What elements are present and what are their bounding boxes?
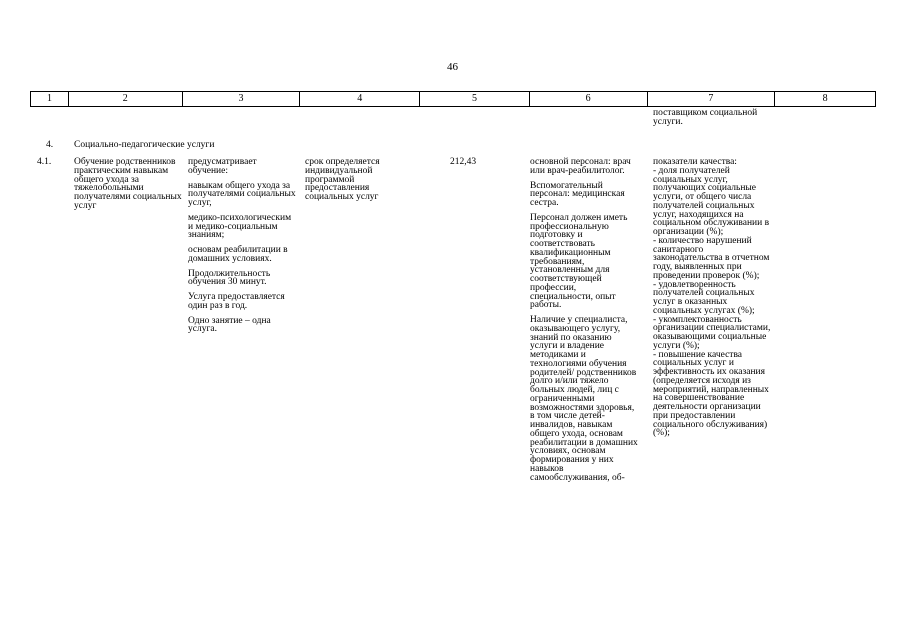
service-term: срок определяется индивидуальной программой предоставления социальных услуг <box>305 157 380 202</box>
description-paragraph: основам реабилитации в домашних условиях. <box>188 245 288 264</box>
service-description <box>188 158 296 340</box>
description-paragraph: медико-психологическим и медико-социальным знаниям; <box>188 212 292 241</box>
description-paragraph: Услуга предоставляется один раз в год. <box>188 292 285 311</box>
conditions-paragraph: основной персонал: врач или врач-реабилитолог. <box>530 157 631 176</box>
conditions-paragraph: Вспомогательный персонал: медицинская сестра. <box>530 180 625 208</box>
section-title: Социально-педагогические услуги <box>74 140 215 150</box>
conditions-paragraph: Наличие у специалиста, оказывающего услугу, знаний по оказанию услуги и владение методиками и технологиями обучения родителей/ родственников долго и/или тяжело больных людей, лиц с ограниченными возможностями здоровья, в том числе детей-инвалидов, навыкам общего ухода, основам реабилитации в домашних условиях, основам формирования у них навыков самообслуживания, об- <box>530 315 638 483</box>
service-tariff: 212,43 <box>450 157 477 167</box>
description-paragraph: Продолжительность обучения 30 минут. <box>188 268 271 288</box>
section-number: 4. <box>46 140 54 150</box>
header-col-1: 1 <box>31 92 69 106</box>
header-col-6: 6 <box>530 92 648 106</box>
header-col-3: 3 <box>183 92 301 106</box>
conditions-paragraph: Персонал должен иметь профессиональную подготовку и соответствовать квалификационным требованиям, установленным для соответствующей профессии, специальности, опыт работы. <box>530 212 628 311</box>
quality-indicators: показатели качества: - доля получателей социальных услуг, получающих социальные услуги, от общего числа получателей социальных услуг, находящихся на социальном обслуживании в организации (%); - количество нарушений санитарного законодательства в отчетном году, выявленных при проведении проверок (%); - удовлетворенность получателей социальных услуг в оказанных социальных услугах (%); - укомплектованность организации специалистами, оказывающими социальные услуги (%); - повышение качества социальных услуг и эффективность их оказания (определяется исходя из мероприятий, направленных на совершенствование деятельности организации при предоставлении социального обслуживания) (%); <box>653 157 771 439</box>
table-header-row <box>30 91 876 107</box>
carryover-text: поставщиком социальной услуги. <box>653 108 758 127</box>
service-name: Обучение родственников практическим навыкам общего ухода за тяжелобольными получателями социальных услуг <box>74 157 182 211</box>
header-col-4: 4 <box>300 92 420 106</box>
service-conditions <box>530 158 640 482</box>
header-col-5: 5 <box>420 92 530 106</box>
header-col-7: 7 <box>648 92 776 106</box>
row-number: 4.1. <box>37 157 52 167</box>
header-col-8: 8 <box>822 93 828 104</box>
page-number: 46 <box>447 61 458 73</box>
header-col-2: 2 <box>69 92 183 106</box>
description-paragraph: предусматривает обучение: <box>188 157 257 176</box>
description-paragraph: Одно занятие – одна услуга. <box>188 315 271 335</box>
description-paragraph: навыкам общего ухода за получателями социальных услуг, <box>188 180 296 208</box>
